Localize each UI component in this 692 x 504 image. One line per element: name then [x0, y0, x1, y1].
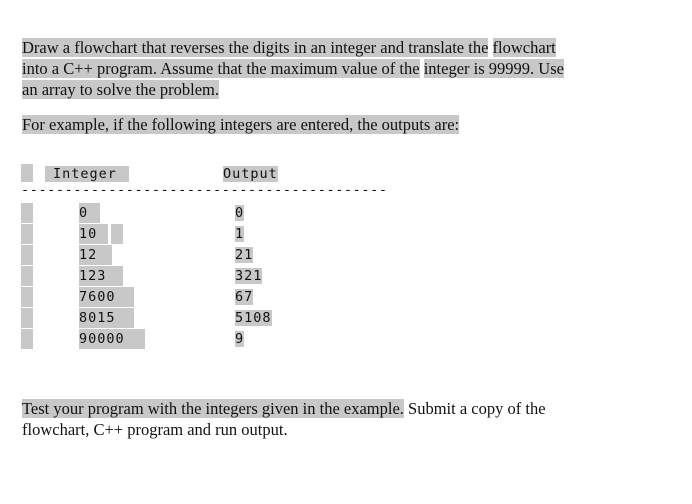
row-integer: 7600	[79, 287, 134, 307]
instruction-text: into a C++ program. Assume that the maximum value of the	[22, 59, 420, 78]
separator: ------------------------------------------	[21, 182, 388, 198]
highlight-block	[21, 329, 33, 349]
highlight-block	[21, 266, 33, 286]
test-line-1	[22, 398, 546, 419]
row-integer: 123	[79, 266, 123, 286]
row-output	[235, 329, 244, 349]
row-integer: 12	[79, 245, 112, 265]
highlight-block	[111, 224, 123, 244]
instruction-line-1	[22, 37, 556, 58]
test-line-2	[22, 419, 288, 440]
instruction-text: Draw a flowchart that reverses the digits in an integer and translate the	[22, 38, 489, 57]
highlight-block	[21, 308, 33, 328]
row-output-text: 321	[235, 268, 263, 284]
row-output-text: 0	[235, 205, 245, 221]
row-output-text: 9	[235, 331, 245, 347]
row-output	[235, 266, 262, 286]
row-output	[235, 245, 253, 265]
example-intro	[22, 114, 459, 135]
row-integer: 8015	[79, 308, 134, 328]
row-integer: 10	[79, 224, 108, 244]
instruction-line-3	[22, 79, 219, 100]
row-output	[235, 224, 244, 244]
instruction-line-2	[22, 58, 564, 79]
header-integer-text: Integer	[45, 166, 129, 182]
row-output-text: 5108	[235, 310, 272, 326]
row-integer: 0	[79, 203, 100, 223]
row-output	[235, 203, 244, 223]
row-integer: 90000	[79, 329, 145, 349]
instruction-text: integer is 99999. Use	[423, 59, 564, 78]
highlight-block	[21, 203, 33, 223]
row-output-text: 21	[235, 247, 254, 263]
row-output-text: 67	[235, 289, 254, 305]
header-output-text: Output	[223, 166, 278, 182]
row-output	[235, 287, 253, 307]
example-intro-text: For example, if the following integers are entered, the outputs are:	[22, 115, 460, 134]
test-text: flowchart, C++ program and run output.	[22, 420, 288, 439]
highlight-block	[21, 245, 33, 265]
row-output	[235, 308, 272, 328]
test-text: Submit a copy of the	[408, 399, 546, 418]
test-text: Test your program with the integers given in the example.	[22, 399, 404, 418]
instruction-text: an array to solve the problem.	[22, 80, 220, 99]
row-output-text: 1	[235, 226, 245, 242]
instruction-text: flowchart	[492, 38, 556, 57]
highlight-block	[21, 287, 33, 307]
highlight-block	[21, 224, 33, 244]
